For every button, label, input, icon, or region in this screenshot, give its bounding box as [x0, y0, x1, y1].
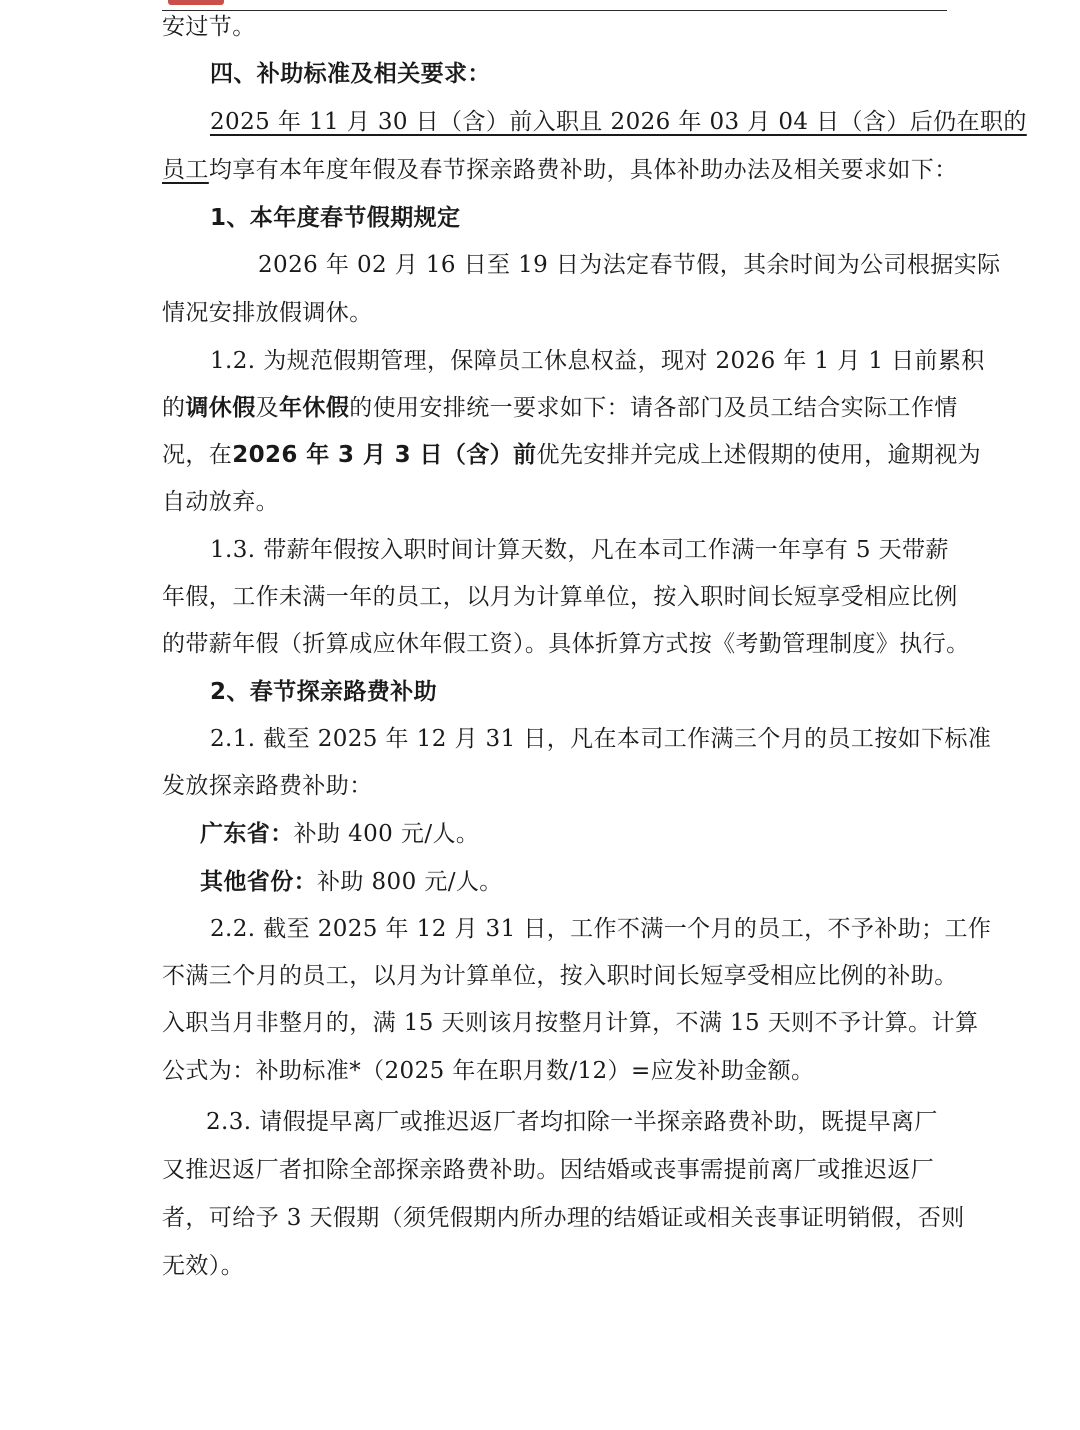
- text-line: 安过节。: [162, 14, 256, 40]
- subsection-heading: 2、春节探亲路费补助: [210, 679, 438, 705]
- text-line: 发放探亲路费补助：: [162, 773, 373, 799]
- text-line: 公式为：补助标准*（2025 年在职月数/12）=应发补助金额。: [162, 1058, 815, 1084]
- text-line: 不满三个月的员工，以月为计算单位，按入职时间长短享受相应比例的补助。: [162, 963, 958, 989]
- top-rule: [162, 10, 947, 11]
- text-line: 入职当月非整月的，满 15 天则该月按整月计算，不满 15 天则不予计算。计算: [162, 1010, 979, 1036]
- text-line: 自动放弃。: [162, 489, 279, 515]
- text-line: 年假，工作未满一年的员工，以月为计算单位，按入职时间长短享受相应比例: [162, 584, 958, 610]
- text-line: 2025 年 11 月 30 日（含）前入职且 2026 年 03 月 04 日（含）后仍在职的: [210, 109, 1027, 135]
- text-line: 2.3. 请假提早离厂或推迟返厂者均扣除一半探亲路费补助，既提早离厂: [206, 1109, 938, 1135]
- text-line: 的调休假及年休假的使用安排统一要求如下：请各部门及员工结合实际工作情: [162, 395, 958, 421]
- text-line: 2.2. 截至 2025 年 12 月 31 日，工作不满一个月的员工，不予补助；工作: [210, 916, 992, 942]
- subsection-heading: 1、本年度春节假期规定: [210, 205, 461, 231]
- text-line: 况，在2026 年 3 月 3 日（含）前优先安排并完成上述假期的使用，逾期视为: [162, 442, 982, 468]
- text-line: 2.1. 截至 2025 年 12 月 31 日，凡在本司工作满三个月的员工按如下标准: [210, 726, 992, 752]
- text-line: 1.2. 为规范假期管理，保障员工休息权益，现对 2026 年 1 月 1 日前累积: [210, 348, 985, 374]
- text-line: 2026 年 02 月 16 日至 19 日为法定春节假，其余时间为公司根据实际: [258, 252, 1001, 278]
- text-line: 者，可给予 3 天假期（须凭假期内所办理的结婚证或相关丧事证明销假，否则: [162, 1205, 965, 1231]
- text-line: 1.3. 带薪年假按入职时间计算天数，凡在本司工作满一年享有 5 天带薪: [210, 537, 949, 563]
- red-stamp-fragment: [168, 0, 224, 5]
- text-line: 无效）。: [162, 1253, 245, 1279]
- text-line: 情况安排放假调休。: [162, 300, 373, 326]
- text-line: 又推迟返厂者扣除全部探亲路费补助。因结婚或丧事需提前离厂或推迟返厂: [162, 1157, 935, 1183]
- subsidy-other-provinces: 其他省份：补助 800 元/人。: [200, 869, 503, 895]
- text-line: 的带薪年假（折算成应休年假工资）。具体折算方式按《考勤管理制度》执行。: [162, 631, 970, 657]
- subsidy-guangdong: 广东省：补助 400 元/人。: [200, 821, 480, 847]
- text-line: 员工均享有本年度年假及春节探亲路费补助，具体补助办法及相关要求如下：: [162, 157, 958, 183]
- section-heading: 四、补助标准及相关要求：: [210, 61, 491, 87]
